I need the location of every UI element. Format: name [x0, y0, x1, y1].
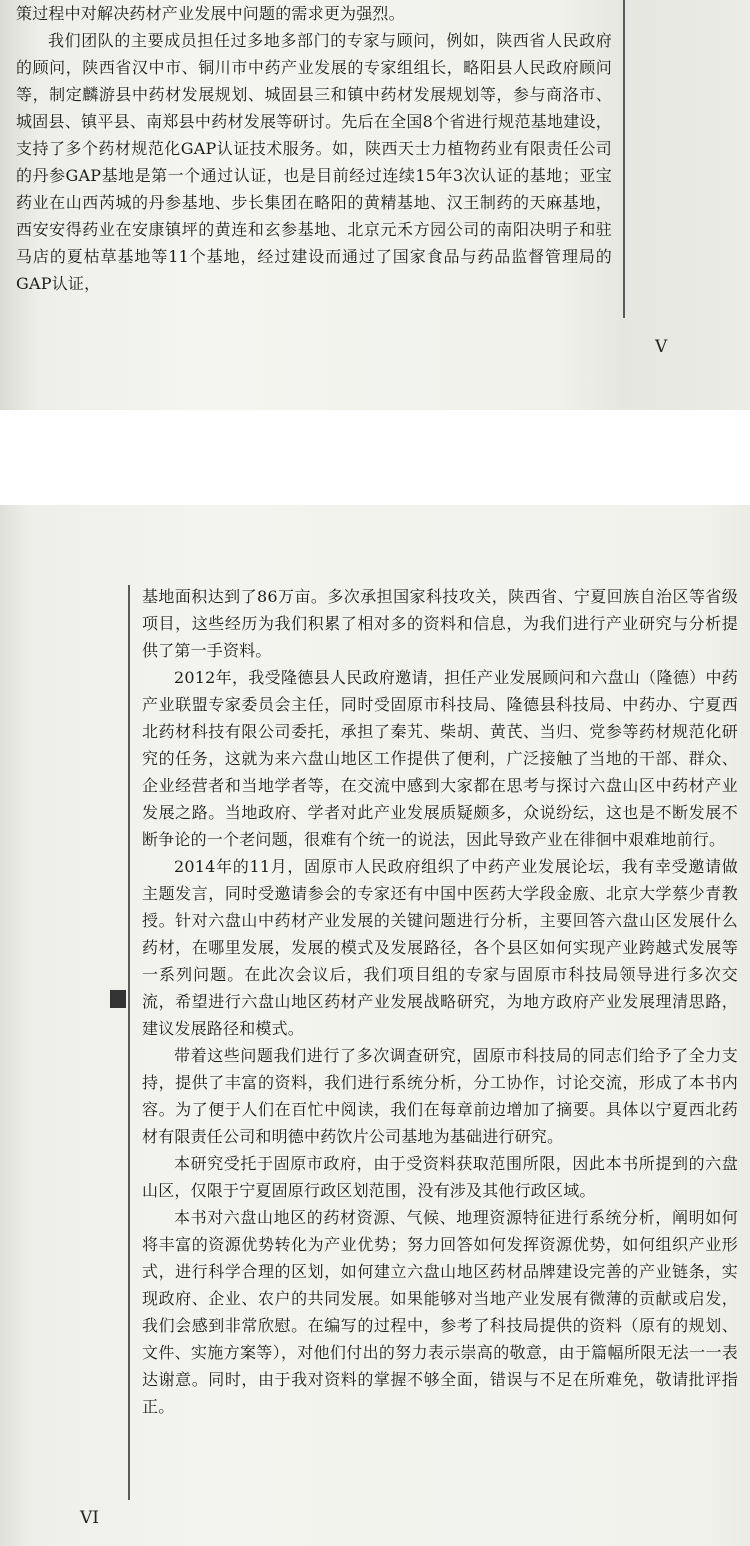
- paragraph: 我们团队的主要成员担任过多地多部门的专家与顾问，例如，陕西省人民政府的顾问，陕西省汉中市、铜川市中药产业发展的专家组组长，略阳县人民政府顾问等，制定麟游县中药材发展规划、城固县三和镇中药材发展规划等，参与商洛市、城固县、镇平县、南郑县中药材发展等研讨。先后在全国8个省进行规范基地建设，支持了多个药材规范化GAP认证技术服务。如，陕西天士力植物药业有限责任公司的丹参GAP基地是第一个通过认证，也是目前经过连续15年3次认证的基地；亚宝药业在山西芮城的丹参基地、步长集团在略阳的黄精基地、汉王制药的天麻基地，西安安得药业在安康镇坪的黄连和玄参基地、北京元禾方园公司的南阳决明子和驻马店的夏枯草基地等11个基地，经过建设而通过了国家食品与药品监督管理局的GAP认证，: [16, 31, 612, 293]
- top-page-body: [16, 0, 612, 297]
- margin-rule: [128, 585, 130, 1500]
- page-number: V: [655, 337, 668, 357]
- paragraph: 策过程中对解决药材产业发展中问题的需求更为强烈。: [16, 4, 405, 23]
- paragraph: 本书对六盘山地区的药材资源、气候、地理资源特征进行系统分析，阐明如何将丰富的资源优势转化为产业优势；努力回答如何发挥资源优势，如何组织产业形式，进行科学合理的区划，如何建立六盘山地区药材品牌建设完善的产业链条，实现政府、企业、农户的共同发展。如果能够对当地产业发展有微薄的贡献或启发，我们会感到非常欣慰。在编写的过程中，参考了科技局提供的资料（原有的规划、文件、实施方案等），对他们付出的努力表示崇高的敬意，由于篇幅所限无法一一表达谢意。同时，由于我对资料的掌握不够全面，错误与不足在所难免，敬请批评指正。: [142, 1208, 738, 1416]
- page-number: VI: [80, 1508, 99, 1528]
- thumb-index-marker: [110, 990, 126, 1008]
- paragraph: 本研究受托于固原市政府，由于受资料获取范围所限，因此本书所提到的六盘山区，仅限于宁夏固原行政区划范围，没有涉及其他行政区域。: [142, 1154, 738, 1200]
- paragraph: 2012年，我受隆德县人民政府邀请，担任产业发展顾问和六盘山（隆德）中药产业联盟专家委员会主任，同时受固原市科技局、隆德县科技局、中药办、宁夏西北药材科技有限公司委托，承担了秦艽、柴胡、黄芪、当归、党参等药材规范化研究的任务，这就为来六盘山地区工作提供了便利，广泛接触了当地的干部、群众、企业经营者和当地学者等，在交流中感到大家都在思考与探讨六盘山区中药材产业发展之路。当地政府、学者对此产业发展质疑颇多，众说纷纭，这也是不断发展不断争论的一个老问题，很难有个统一的说法，因此导致产业在徘徊中艰难地前行。: [142, 668, 738, 849]
- paragraph: 基地面积达到了86万亩。多次承担国家科技攻关，陕西省、宁夏回族自治区等省级项目，这些经历为我们积累了相对多的资料和信息，为我们进行产业研究与分析提供了第一手资料。: [142, 587, 738, 660]
- bottom-page-body: [142, 583, 738, 1420]
- paragraph: 带着这些问题我们进行了多次调查研究，固原市科技局的同志们给予了全力支持，提供了丰富的资料，我们进行系统分析，分工协作，讨论交流，形成了本书内容。为了便于人们在百忙中阅读，我们在每章前边增加了摘要。具体以宁夏西北药材有限责任公司和明德中药饮片公司基地为基础进行研究。: [142, 1046, 738, 1146]
- margin-rule: [623, 0, 625, 318]
- page-gap: [0, 410, 750, 505]
- top-book-page: [0, 0, 750, 410]
- bottom-book-page: [0, 505, 750, 1546]
- paragraph: 2014年的11月，固原市人民政府组织了中药产业发展论坛，我有幸受邀请做主题发言，同时受邀请参会的专家还有中国中医药大学段金廒、北京大学蔡少青教授。针对六盘山中药材产业发展的关键问题进行分析，主要回答六盘山区发展什么药材，在哪里发展，发展的模式及发展路径，各个县区如何实现产业跨越式发展等一系列问题。在此次会议后，我们项目组的专家与固原市科技局领导进行多次交流，希望进行六盘山地区药材产业发展战略研究，为地方政府产业发展理清思路，建议发展路径和模式。: [142, 857, 738, 1038]
